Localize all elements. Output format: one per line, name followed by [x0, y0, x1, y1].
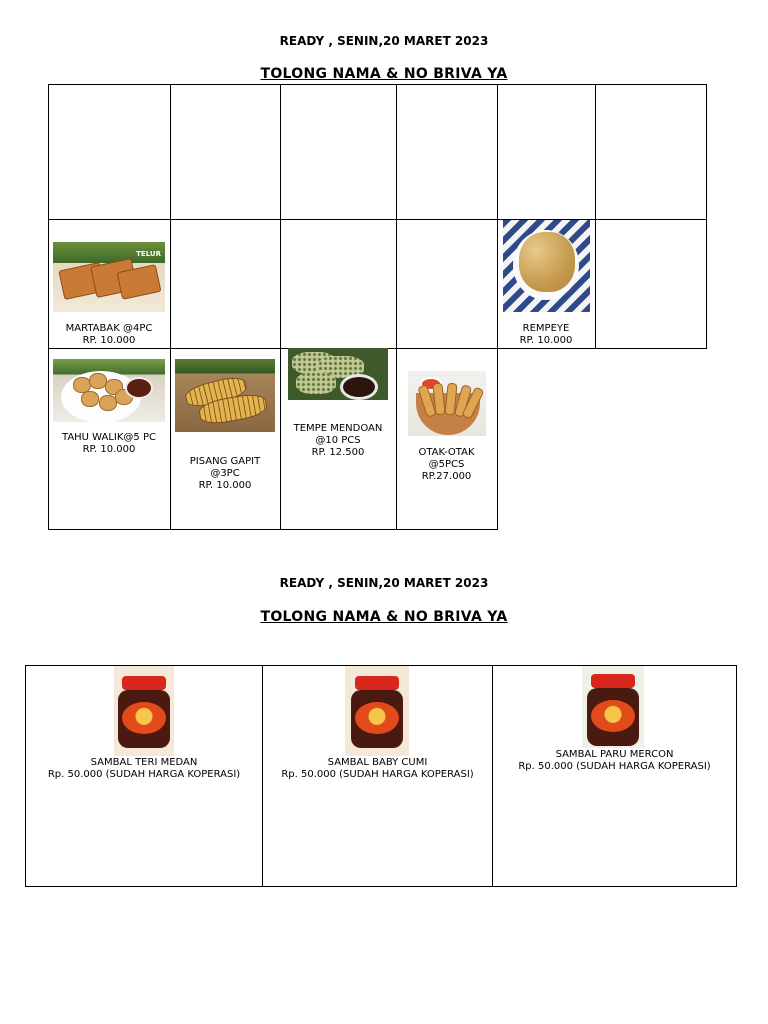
- item-name: MARTABAK @4PC: [65, 323, 153, 334]
- otak-otak-photo: [408, 371, 486, 436]
- item-name: OTAK-OTAK: [418, 447, 475, 458]
- menu-item-otak-otak: [396, 447, 497, 483]
- pisang-gapit-photo: [175, 359, 275, 432]
- menu-item-sambal-baby-cumi: [263, 757, 492, 781]
- ready-date-heading-2: READY , SENIN,20 MARET 2023: [279, 576, 489, 590]
- item-name: SAMBAL PARU MERCON: [555, 749, 674, 760]
- rempeye-photo: [503, 220, 590, 312]
- table-border: [48, 84, 49, 530]
- table-border: [48, 84, 707, 85]
- table-border: [736, 665, 737, 887]
- menu-item-sambal-paru-mercon: [493, 749, 736, 773]
- martabak-photo-text: TELUR: [136, 250, 161, 258]
- sambal-baby-cumi-photo: [345, 666, 409, 756]
- item-price: RP. 10.000: [519, 335, 573, 346]
- tempe-mendoan-photo: [288, 348, 388, 400]
- request-heading-2: TOLONG NAMA & NO BRIVA YA: [260, 609, 508, 625]
- item-price: Rp. 50.000 (SUDAH HARGA KOPERASI): [518, 761, 711, 772]
- table-border: [497, 84, 498, 530]
- item-price: RP. 12.500: [311, 447, 365, 458]
- item-name: PISANG GAPIT: [189, 456, 261, 467]
- item-price: RP. 10.000: [198, 480, 252, 491]
- table-border: [706, 84, 707, 349]
- item-name: SAMBAL BABY CUMI: [327, 757, 428, 768]
- menu-item-martabak: [48, 323, 170, 347]
- table-border: [48, 529, 498, 530]
- item-name: SAMBAL TERI MEDAN: [90, 757, 198, 768]
- request-heading: TOLONG NAMA & NO BRIVA YA: [260, 66, 508, 82]
- item-price: Rp. 50.000 (SUDAH HARGA KOPERASI): [47, 769, 241, 780]
- martabak-photo: [53, 242, 165, 312]
- item-portion: @10 PCS: [315, 435, 361, 446]
- item-price: Rp. 50.000 (SUDAH HARGA KOPERASI): [281, 769, 474, 780]
- table-border: [48, 219, 707, 220]
- item-price: RP. 10.000: [82, 444, 136, 455]
- sambal-teri-medan-photo: [114, 666, 174, 756]
- tahu-walik-photo: [53, 359, 165, 422]
- table-border: [492, 665, 493, 887]
- menu-item-tahu-walik: [48, 432, 170, 456]
- item-portion: @3PC: [210, 468, 240, 479]
- menu-item-rempeye: [497, 323, 595, 347]
- table-border: [280, 84, 281, 530]
- ready-date-heading: READY , SENIN,20 MARET 2023: [279, 34, 489, 48]
- table-border: [595, 84, 596, 349]
- menu-item-tempe-mendoan: [280, 423, 396, 459]
- item-portion: @5PCS: [428, 459, 465, 470]
- item-price: RP. 10.000: [82, 335, 136, 346]
- item-price: RP.27.000: [421, 471, 472, 482]
- item-name: TEMPE MENDOAN: [293, 423, 383, 434]
- sambal-paru-mercon-photo: [582, 666, 644, 748]
- item-name: TAHU WALIK@5 PC: [61, 432, 156, 443]
- item-name: REMPEYE: [522, 323, 570, 334]
- menu-item-sambal-teri-medan: [26, 757, 262, 781]
- table-border: [25, 886, 737, 887]
- menu-item-pisang-gapit: [170, 456, 280, 492]
